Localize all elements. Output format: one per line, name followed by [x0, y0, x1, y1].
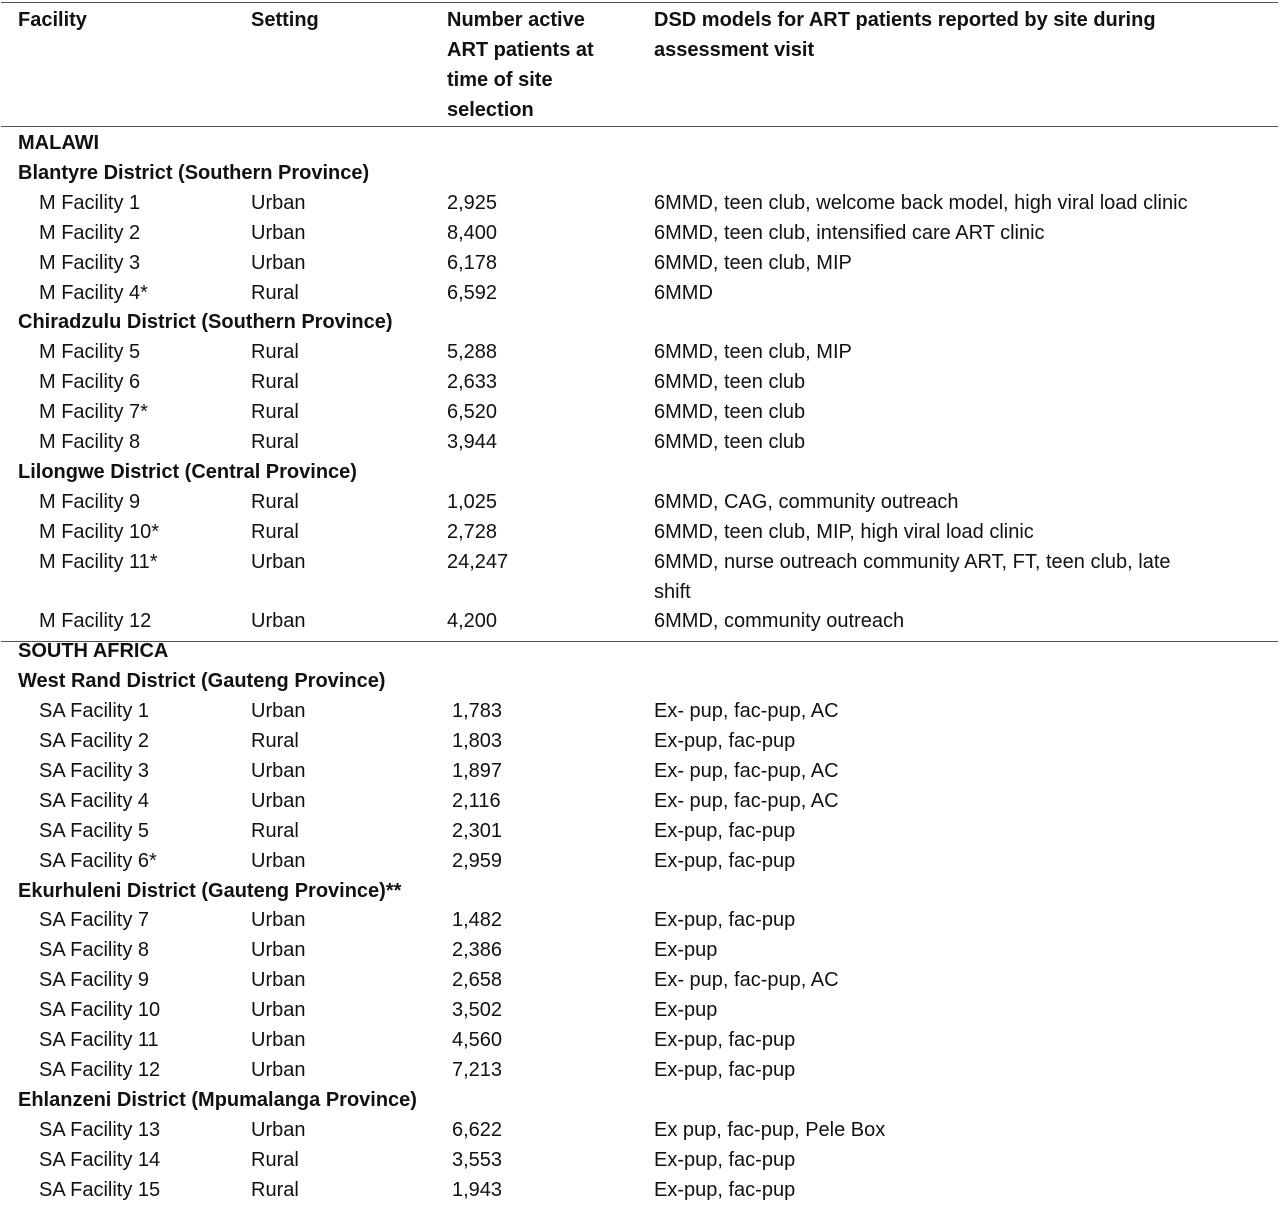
table-row — [0, 367, 1280, 397]
active-patient-count: 4,560 — [452, 1029, 503, 1051]
facility-name: SA Facility 8 — [39, 939, 150, 962]
table-row — [0, 337, 1280, 367]
dsd-models-line: Ex-pup, fac-pup — [654, 1029, 796, 1051]
facility-name: SA Facility 13 — [39, 1118, 161, 1141]
facility-name: SA Facility 5 — [39, 819, 150, 842]
district-heading: Ehlanzeni District (Mpumalanga Province) — [18, 1088, 417, 1111]
district-heading: Ekurhuleni District (Gauteng Province)** — [18, 879, 402, 902]
active-patient-count: 2,658 — [452, 969, 503, 992]
table-row — [0, 726, 1280, 756]
dsd-models-cell — [654, 726, 795, 756]
country-heading-row — [0, 636, 1280, 666]
facility-setting: Rural — [251, 431, 299, 453]
table-row — [0, 816, 1280, 846]
table-row — [0, 1115, 1280, 1145]
dsd-models-cell — [654, 1175, 795, 1205]
dsd-models-line: 6MMD, teen club — [654, 371, 806, 394]
dsd-models-cell — [654, 1145, 795, 1175]
dsd-models-line: 6MMD, community outreach — [654, 610, 905, 633]
dsd-models-line: 6MMD — [654, 281, 713, 304]
dsd-models-line: Ex- pup, fac-pup, AC — [654, 969, 839, 992]
table-row — [0, 1025, 1280, 1055]
dsd-models-cell — [654, 816, 795, 846]
table-row — [0, 1055, 1280, 1085]
table-row — [0, 905, 1280, 935]
header-active-patients — [447, 5, 594, 125]
facility-name: M Facility 3 — [39, 251, 141, 274]
dsd-models-line: Ex- pup, fac-pup, AC — [654, 759, 839, 782]
facility-setting: Urban — [251, 700, 306, 723]
dsd-models-cell — [654, 547, 1171, 607]
facility-setting: Urban — [251, 550, 306, 573]
facility-setting: Urban — [251, 789, 306, 812]
dsd-models-line: shift — [654, 580, 691, 603]
active-patient-count: 6,592 — [447, 281, 498, 304]
dsd-models-line: 6MMD, teen club, intensified care ART clinic — [654, 221, 1045, 244]
table-row — [0, 696, 1280, 726]
facility-setting: Urban — [251, 1058, 306, 1081]
dsd-models-line: Ex-pup, fac-pup — [654, 730, 796, 752]
district-heading: West Rand District (Gauteng Province) — [18, 670, 386, 693]
header-bottom-rule — [1, 126, 1278, 127]
facility-setting: Urban — [251, 610, 306, 633]
table-row — [0, 278, 1280, 308]
facility-setting: Urban — [251, 849, 306, 872]
facility-setting: Urban — [251, 969, 306, 992]
active-patient-count: 2,301 — [452, 819, 503, 842]
country-heading-row — [0, 128, 1280, 158]
table-row — [0, 935, 1280, 965]
facility-name: M Facility 2 — [39, 221, 141, 244]
facility-name: SA Facility 4 — [39, 789, 150, 812]
facility-name: M Facility 12 — [39, 610, 152, 633]
table-top-rule — [1, 2, 1278, 3]
dsd-models-cell — [654, 995, 717, 1025]
facility-setting: Urban — [251, 909, 306, 932]
dsd-models-line: Ex-pup, fac-pup — [654, 1148, 796, 1171]
dsd-models-cell — [654, 487, 959, 517]
dsd-models-cell — [654, 935, 717, 965]
dsd-models-cell — [654, 397, 805, 427]
dsd-models-cell — [654, 786, 839, 816]
active-patient-count: 4,200 — [447, 610, 498, 633]
facility-name: SA Facility 7 — [39, 909, 150, 932]
facility-setting: Urban — [251, 251, 306, 274]
facility-setting: Urban — [251, 191, 306, 214]
dsd-models-cell — [654, 606, 904, 636]
table-row — [0, 786, 1280, 816]
facility-setting: Rural — [251, 819, 299, 842]
district-heading-row — [0, 457, 1280, 487]
dsd-models-cell — [654, 188, 1188, 218]
facility-setting: Rural — [251, 730, 299, 752]
dsd-models-line: 6MMD, teen club, MIP — [654, 341, 852, 364]
table-row — [0, 248, 1280, 278]
facility-setting: Urban — [251, 1118, 306, 1141]
facility-setting: Rural — [251, 401, 299, 424]
table-row — [0, 397, 1280, 427]
header-active-patients-line: ART patients at — [447, 39, 594, 61]
table-row — [0, 995, 1280, 1025]
active-patient-count: 3,553 — [452, 1148, 503, 1171]
facility-name: M Facility 4* — [39, 281, 148, 304]
active-patient-count: 1,783 — [452, 700, 503, 723]
district-heading-row — [0, 1085, 1280, 1115]
table-row — [0, 756, 1280, 786]
dsd-models-line: Ex-pup, fac-pup — [654, 849, 796, 872]
dsd-models-cell — [654, 696, 839, 726]
facility-setting: Rural — [251, 520, 299, 543]
facility-setting: Urban — [251, 999, 306, 1022]
dsd-models-line: Ex-pup, fac-pup — [654, 909, 796, 932]
header-active-patients-line: Number active — [447, 9, 585, 31]
district-heading-row — [0, 666, 1280, 696]
district-heading: Chiradzulu District (Southern Province) — [18, 311, 393, 334]
facility-setting: Rural — [251, 490, 299, 513]
facility-setting: Rural — [251, 281, 299, 304]
active-patient-count: 7,213 — [452, 1058, 503, 1081]
dsd-models-line: 6MMD, CAG, community outreach — [654, 490, 959, 513]
facility-name: SA Facility 1 — [39, 700, 150, 723]
facility-setting: Rural — [251, 341, 299, 364]
dsd-models-cell — [654, 248, 852, 278]
table-row — [0, 218, 1280, 248]
facility-name: SA Facility 15 — [39, 1178, 161, 1201]
dsd-models-cell — [654, 905, 795, 935]
facility-name: SA Facility 3 — [39, 759, 150, 782]
active-patient-count: 2,386 — [452, 939, 503, 962]
facility-name: SA Facility 11 — [39, 1029, 159, 1051]
table-row — [0, 1175, 1280, 1205]
facility-setting: Urban — [251, 221, 306, 244]
table-row — [0, 517, 1280, 547]
facility-name: M Facility 10* — [39, 520, 160, 543]
active-patient-count: 1,803 — [452, 730, 503, 752]
dsd-models-cell — [654, 517, 1034, 547]
dsd-models-line: Ex-pup, fac-pup — [654, 819, 796, 842]
dsd-models-line: Ex-pup, fac-pup — [654, 1178, 796, 1201]
facility-setting: Urban — [251, 1029, 306, 1051]
dsd-models-line: 6MMD, teen club — [654, 431, 806, 453]
dsd-models-cell — [654, 367, 805, 397]
district-heading-row — [0, 158, 1280, 188]
facility-name: M Facility 5 — [39, 341, 141, 364]
header-active-patients-line: selection — [447, 99, 534, 121]
facility-name: M Facility 11* — [39, 550, 158, 573]
dsd-models-cell — [654, 965, 839, 995]
dsd-models-cell — [654, 1025, 795, 1055]
dsd-models-line: 6MMD, teen club — [654, 401, 806, 424]
table-row — [0, 427, 1280, 457]
facility-name: SA Facility 14 — [39, 1148, 161, 1171]
active-patient-count: 2,116 — [452, 789, 501, 812]
facility-name: SA Facility 9 — [39, 969, 150, 992]
table-row — [0, 188, 1280, 218]
dsd-models-line: 6MMD, nurse outreach community ART, FT, teen club, late — [654, 550, 1171, 573]
country-heading: MALAWI — [18, 132, 100, 154]
active-patient-count: 24,247 — [447, 550, 509, 573]
dsd-models-line: 6MMD, teen club, MIP, high viral load clinic — [654, 520, 1034, 543]
active-patient-count: 8,400 — [447, 221, 498, 244]
active-patient-count: 2,728 — [447, 520, 498, 543]
facility-setting: Rural — [251, 371, 299, 394]
dsd-models-cell — [654, 278, 713, 308]
dsd-models-cell — [654, 337, 852, 367]
table-row — [0, 606, 1280, 636]
active-patient-count: 6,520 — [447, 401, 498, 424]
district-heading-row — [0, 876, 1280, 906]
active-patient-count: 5,288 — [447, 341, 498, 364]
table-row — [0, 846, 1280, 876]
facility-setting: Rural — [251, 1148, 299, 1171]
facility-name: SA Facility 2 — [39, 730, 150, 752]
dsd-models-line: Ex-pup — [654, 939, 718, 962]
facility-name: SA Facility 6* — [39, 849, 157, 872]
facility-setting: Rural — [251, 1178, 299, 1201]
dsd-models-cell — [654, 218, 1045, 248]
facility-name: M Facility 9 — [39, 490, 141, 513]
facility-name: M Facility 1 — [39, 191, 141, 214]
dsd-models-line: 6MMD, teen club, welcome back model, high viral load clinic — [654, 191, 1188, 214]
dsd-models-line: Ex pup, fac-pup, Pele Box — [654, 1118, 886, 1141]
dsd-models-line: Ex-pup, fac-pup — [654, 1058, 796, 1081]
header-active-patients-line: time of site — [447, 69, 553, 91]
dsd-models-cell — [654, 1115, 885, 1145]
active-patient-count: 6,178 — [447, 251, 498, 274]
active-patient-count: 2,925 — [447, 191, 498, 214]
active-patient-count: 1,482 — [452, 909, 503, 932]
table-row — [0, 487, 1280, 517]
active-patient-count: 1,025 — [447, 490, 498, 513]
header-dsd-models — [654, 5, 1156, 65]
header-setting: Setting — [251, 9, 319, 31]
dsd-models-line: Ex- pup, fac-pup, AC — [654, 700, 839, 723]
facility-setting: Urban — [251, 759, 306, 782]
facility-setting: Urban — [251, 939, 306, 962]
dsd-models-line: Ex- pup, fac-pup, AC — [654, 789, 839, 812]
country-heading: SOUTH AFRICA — [18, 640, 169, 663]
dsd-models-cell — [654, 756, 839, 786]
dsd-models-cell — [654, 846, 795, 876]
facility-name: M Facility 8 — [39, 431, 141, 453]
dsd-models-cell — [654, 1055, 795, 1085]
facility-name: M Facility 6 — [39, 371, 141, 394]
district-heading: Lilongwe District (Central Province) — [18, 460, 357, 483]
header-facility: Facility — [18, 9, 87, 31]
active-patient-count: 2,959 — [452, 849, 503, 872]
active-patient-count: 1,897 — [452, 759, 503, 782]
facility-name: SA Facility 12 — [39, 1058, 161, 1081]
table-row — [0, 965, 1280, 995]
district-heading-row — [0, 307, 1280, 337]
dsd-models-line: 6MMD, teen club, MIP — [654, 251, 852, 274]
table-row — [0, 547, 1280, 603]
table-row — [0, 1145, 1280, 1175]
header-dsd-models-line: DSD models for ART patients reported by site during — [654, 9, 1156, 31]
active-patient-count: 3,944 — [447, 431, 498, 453]
dsd-models-line: Ex-pup — [654, 999, 718, 1022]
active-patient-count: 2,633 — [447, 371, 498, 394]
header-dsd-models-line: assessment visit — [654, 39, 815, 61]
facility-name: SA Facility 10 — [39, 999, 161, 1022]
active-patient-count: 1,943 — [452, 1178, 503, 1201]
active-patient-count: 6,622 — [452, 1118, 503, 1141]
facility-name: M Facility 7* — [39, 401, 148, 424]
district-heading: Blantyre District (Southern Province) — [18, 161, 370, 184]
dsd-models-cell — [654, 427, 805, 457]
active-patient-count: 3,502 — [452, 999, 503, 1022]
